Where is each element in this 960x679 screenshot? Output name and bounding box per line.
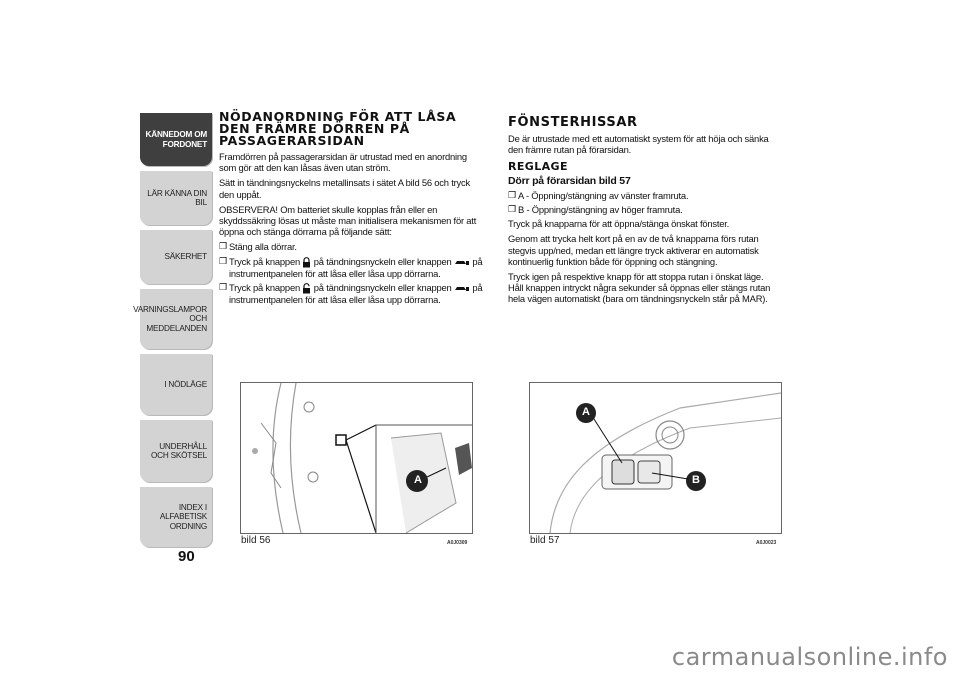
figure-56-door-lock xyxy=(240,382,473,534)
list-item: ❒ A - Öppning/stängning av vänster framruta. xyxy=(508,189,689,201)
watermark: carmanualsonline.info xyxy=(671,643,948,671)
list-item: ❒ B - Öppning/stängning av höger framruta. xyxy=(508,204,683,216)
section-heading-window-lifts: FÖNSTERHISSAR xyxy=(508,115,638,130)
section-heading-emergency-lock: NÖDANORDNING FÖR ATT LÅSA DEN FRÄMRE DÖRREN PÅ PASSAGERARSIDAN xyxy=(219,109,457,148)
chapter-sidebar xyxy=(133,113,212,547)
subheading-driver-door: Dörr på förarsidan bild 57 xyxy=(508,174,631,187)
window-switch-illustration xyxy=(530,383,781,533)
marker-a-label: A xyxy=(582,406,590,418)
padlock-icon xyxy=(302,257,311,268)
tab-i-nodlage[interactable]: I NÖDLÄGE xyxy=(140,354,212,415)
paragraph: Framdörren på passagerarsidan är utrustad med en anordning som gör att den kan låsas även utan ström. xyxy=(219,151,467,174)
tab-varningslampor[interactable]: VARNINGSLAMPOR OCH MEDDELANDEN xyxy=(140,289,212,349)
checkbox-bullet-icon: ❒ xyxy=(219,241,227,252)
figure-57-window-controls xyxy=(529,382,782,534)
paragraph: OBSERVERA! Om batteriet skulle kopplas från eller en skyddssäkring lösas ut måste man initialisera mekanismen för att öppna och stänga dörrarna på följande sätt: xyxy=(219,203,477,238)
tab-kannedom-om-fordonet[interactable]: KÄNNEDOM OM FORDONET xyxy=(140,113,212,166)
right-column xyxy=(508,117,780,309)
paragraph: Sätt in tändningsnyckelns metallinsats i sätet A bild 56 och tryck den uppåt. xyxy=(219,177,471,200)
tab-index[interactable]: INDEX I ALFABETISK ORDNING xyxy=(140,487,212,547)
tab-underhall-och-skotsel[interactable]: UNDERHÅLL OCH SKÖTSEL xyxy=(140,420,212,482)
checkbox-bullet-icon: ❒ xyxy=(508,189,516,200)
paragraph: De är utrustade med ett automatiskt system för att höja och sänka den främre rutan på förarsidan. xyxy=(508,133,769,156)
checkbox-bullet-icon: ❒ xyxy=(219,281,227,292)
list-item: ❒ Tryck på knappen på tändningsnyckeln eller knappen på instrumentpanelen för att låsa eller låsa upp dörrarna. xyxy=(219,281,483,305)
figure-57-caption: bild 57 xyxy=(530,535,560,546)
padlock-open-icon xyxy=(302,283,311,294)
checkbox-bullet-icon: ❒ xyxy=(508,204,516,215)
checkbox-bullet-icon: ❒ xyxy=(219,255,227,266)
left-column xyxy=(219,111,485,308)
marker-a-label: A xyxy=(414,474,422,486)
paragraph: Genom att trycka helt kort på en av de två knapparna förs rutan stegvis upp/ned, medan ett längre tryck aktiverar en automatisk kontinuerlig funktion både för öppning och stängning. xyxy=(508,233,759,267)
car-lock-icon xyxy=(454,258,470,266)
paragraph: Tryck igen på respektive knapp för att stoppa rutan i önskat läge. Håll knappen intryckt några sekunder så öppnas eller stängs rutan hela vägen automatiskt (bara om tändningsnyckeln står på MAR). xyxy=(508,271,771,305)
door-lock-illustration xyxy=(241,383,472,533)
figure-56-code: A0J0309 xyxy=(447,540,468,546)
figure-57-code: A0J0023 xyxy=(756,540,777,546)
subheading-controls: REGLAGE xyxy=(508,160,568,174)
list-item: ❒ Tryck på knappen på tändningsnyckeln eller knappen på instrumentpanelen för att låsa eller låsa upp dörrarna. xyxy=(219,255,483,279)
figure-56-caption: bild 56 xyxy=(241,535,271,546)
paragraph: Tryck på knapparna för att öppna/stänga önskat fönster. xyxy=(508,218,730,230)
list-item: ❒ Stäng alla dörrar. xyxy=(219,241,297,253)
car-unlock-icon xyxy=(454,284,470,292)
tab-lar-kanna-din-bil[interactable]: LÄR KÄNNA DIN BIL xyxy=(140,171,212,225)
marker-b-label: B xyxy=(692,474,700,486)
page-number: 90 xyxy=(178,548,195,565)
tab-sakerhet[interactable]: SÄKERHET xyxy=(140,230,212,284)
